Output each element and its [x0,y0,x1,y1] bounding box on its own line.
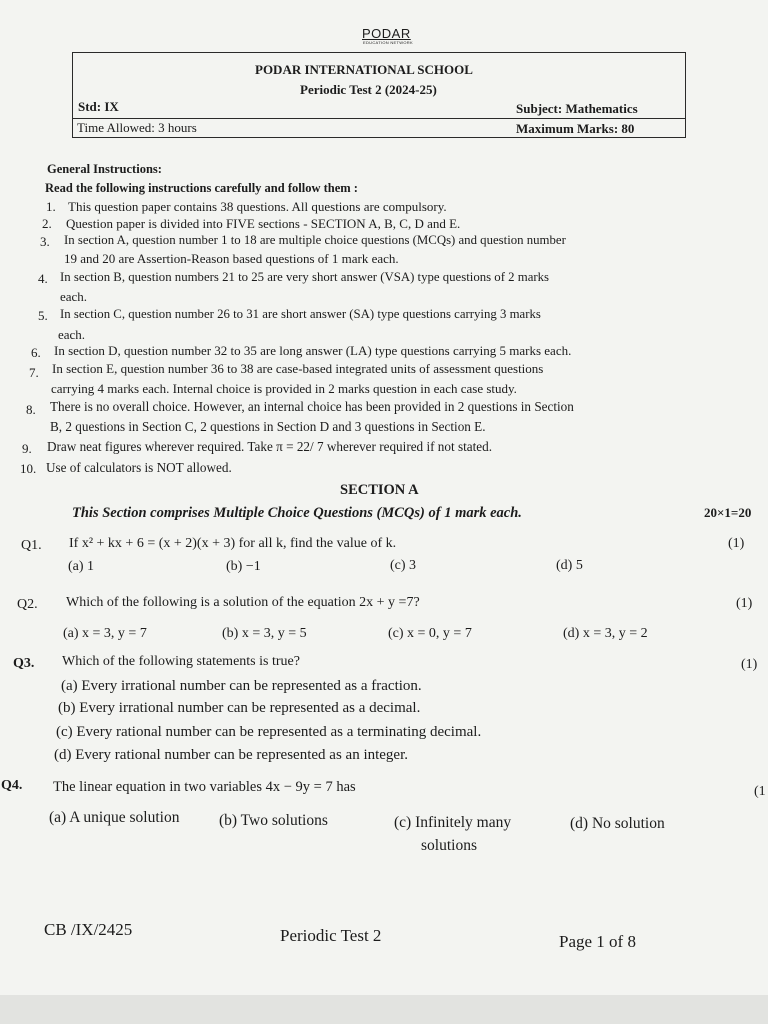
option-c: (c) Infinitely many [394,814,512,831]
instruction-number: 4. [38,271,48,286]
option-c: (c) Every rational number can be represented as a terminating decimal. [56,724,482,740]
instruction-text: Use of calculators is NOT allowed. [46,460,232,475]
page-number: Page 1 of 8 [559,932,636,951]
instruction-text: B, 2 questions in Section C, 2 questions in Section D and 3 questions in Section E. [50,419,486,434]
option-d: (d) Every rational number can be represented as an integer. [54,747,409,763]
option-c-continued: solutions [421,837,477,854]
instruction-number: 7. [29,365,39,380]
instruction-text: 19 and 20 are Assertion-Reason based questions of 1 mark each. [64,251,399,266]
option-b: (b) Two solutions [219,812,328,829]
question-text: Which of the following statements is true? [62,654,300,669]
school-logo: PODAR [362,26,411,41]
question-text: Which of the following is a solution of the equation 2x + y =7? [66,595,420,610]
instruction-number: 2. [42,216,52,231]
option-c: (c) x = 0, y = 7 [388,626,472,641]
question-text: If x² + kx + 6 = (x + 2)(x + 3) for all k, find the value of k. [69,536,397,551]
time-allowed: Time Allowed: 3 hours [77,120,197,135]
option-a: (a) 1 [68,559,95,574]
background-surface [0,995,768,1024]
instruction-number: 8. [26,402,36,417]
section-description: This Section comprises Multiple Choice Questions (MCQs) of 1 mark each. [72,505,522,521]
paper-code: CB /IX/2425 [44,920,133,939]
option-a: (a) x = 3, y = 7 [63,626,147,641]
question-label: Q1. [21,538,42,553]
option-b: (b) −1 [226,559,261,574]
option-b: (b) Every irrational number can be represented as a decimal. [58,700,421,716]
logo-tagline: EDUCATION NETWORK [363,40,413,45]
option-a: (a) A unique solution [49,809,180,826]
question-label: Q2. [17,597,38,612]
instruction-text: carrying 4 marks each. Internal choice is provided in 2 marks question in each case study. [51,381,517,396]
instruction-number: 6. [31,345,41,360]
max-marks: Maximum Marks: 80 [516,121,635,136]
option-a: (a) Every irrational number can be represented as a fraction. [61,678,422,694]
instruction-number: 5. [38,308,48,323]
instruction-number: 1. [46,199,56,214]
question-text: The linear equation in two variables 4x − 9y = 7 has [53,779,356,795]
section-title: SECTION A [340,482,419,498]
option-d: (d) 5 [556,558,583,573]
section-marks: 20×1=20 [704,505,752,520]
exam-title: Periodic Test 2 (2024-25) [300,82,437,97]
question-label: Q4. [1,778,23,793]
question-label: Q3. [13,656,35,671]
instructions-intro: Read the following instructions carefully and follow them : [45,181,358,195]
instruction-text: In section C, question number 26 to 31 are short answer (SA) type questions carrying 3 marks [60,307,541,321]
instruction-text: In section D, question number 32 to 35 are long answer (LA) type questions carrying 5 marks each. [54,343,572,358]
instruction-text: Question paper is divided into FIVE sections - SECTION A, B, C, D and E. [66,216,461,231]
instruction-text: each. [60,289,88,304]
instruction-text: In section B, question numbers 21 to 25 are very short answer (VSA) type questions of 2 marks [60,270,550,284]
instruction-text: There is no overall choice. However, an internal choice has been provided in 2 questions in Section [50,399,574,414]
question-mark: (1 [754,784,766,799]
instruction-number: 9. [22,441,32,456]
header-divider [72,118,686,119]
school-name: PODAR INTERNATIONAL SCHOOL [255,62,473,77]
instruction-text: In section E, question number 36 to 38 are case-based integrated units of assessment questions [52,361,544,376]
instruction-text: each. [58,327,86,342]
instructions-title: General Instructions: [47,162,162,176]
option-c: (c) 3 [390,558,417,573]
instruction-text: This question paper contains 38 questions. All questions are compulsory. [68,199,447,214]
option-d: (d) x = 3, y = 2 [563,626,648,641]
option-d: (d) No solution [570,815,665,832]
instruction-text: In section A, question number 1 to 18 are multiple choice questions (MCQs) and question number [64,233,566,247]
std-label: Std: IX [78,99,119,114]
question-mark: (1) [728,536,745,551]
instruction-text: Draw neat figures wherever required. Take π = 22/ 7 wherever required if not stated. [47,439,493,454]
instruction-number: 10. [20,461,37,476]
footer-test-name: Periodic Test 2 [280,926,382,945]
option-b: (b) x = 3, y = 5 [222,626,307,641]
question-mark: (1) [741,657,758,672]
question-mark: (1) [736,596,753,611]
subject-label: Subject: Mathematics [516,101,638,116]
instruction-number: 3. [40,234,50,249]
